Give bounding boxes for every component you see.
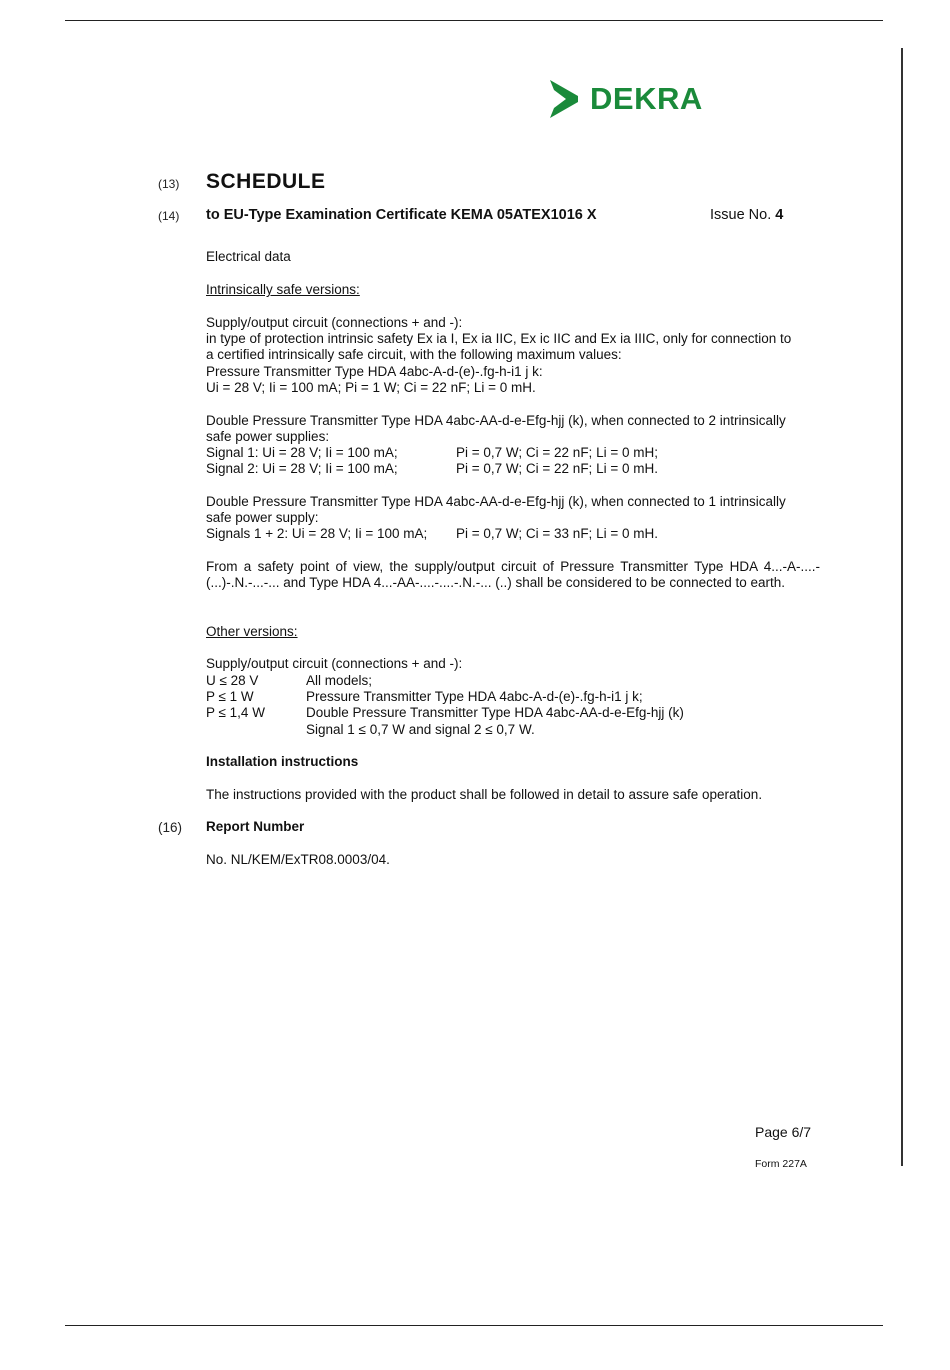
double1-paragraph bbox=[206, 494, 820, 526]
dekra-logo bbox=[548, 78, 703, 120]
installation-heading: Installation instructions bbox=[206, 754, 359, 769]
text-line: a certified intrinsically safe circuit, with the following maximum values: bbox=[206, 347, 622, 363]
issue-label: Issue No. bbox=[710, 207, 772, 223]
signals2-table bbox=[206, 445, 658, 477]
value-row: U ≤ 28 V All models; bbox=[206, 673, 373, 688]
report-heading: Report Number bbox=[206, 819, 305, 834]
section-number-13: (13) bbox=[158, 177, 180, 191]
double2-paragraph bbox=[206, 413, 820, 445]
text-line: in type of protection intrinsic safety Ex ia I, Ex ia IIC, Ex ic IIC and Ex ia IIIC, only for connection to bbox=[206, 331, 792, 347]
signals1-row: Signals 1 + 2: Ui = 28 V; Ii = 100 mA; Pi = 0,7 W; Ci = 33 nF; Li = 0 mH. bbox=[206, 526, 658, 541]
text-line: Supply/output circuit (connections + and -): bbox=[206, 315, 463, 330]
earth-paragraph: From a safety point of view, the supply/output circuit of Pressure Transmitter Type HDA 4...-A-....-(...)-.N.-...-... and Type HDA 4...-AA-....-....-.N.-... (..) shall be considered to be connected to earth. bbox=[206, 559, 820, 591]
value-row: P ≤ 1 W Pressure Transmitter Type HDA 4abc-A-d-(e)-.fg-h-i1 j k; bbox=[206, 689, 643, 705]
installation-text: The instructions provided with the product shall be followed in detail to assure safe operation. bbox=[206, 787, 763, 802]
text-line: Ui = 28 V; Ii = 100 mA; Pi = 1 W; Ci = 22 nF; Li = 0 mH. bbox=[206, 379, 536, 395]
signal-row: Signal 1: Ui = 28 V; Ii = 100 mA; Pi = 0,7 W; Ci = 22 nF; Li = 0 mH; bbox=[206, 445, 658, 460]
page-title: SCHEDULE bbox=[206, 170, 326, 193]
bottom-rule bbox=[65, 1325, 883, 1326]
issue-number bbox=[710, 207, 783, 223]
issue-value: 4 bbox=[775, 207, 784, 223]
value-row: Signal 1 ≤ 0,7 W and signal 2 ≤ 0,7 W. bbox=[306, 721, 535, 737]
text-line: Double Pressure Transmitter Type HDA 4abc-AA-d-e-Efg-hjj (k), when connected to 1 intrinsically bbox=[206, 494, 786, 509]
text-line: safe power supply: bbox=[206, 510, 319, 526]
other-values-table bbox=[206, 673, 684, 738]
text-line: safe power supplies: bbox=[206, 429, 330, 445]
text-line: Pressure Transmitter Type HDA 4abc-A-d-(e)-.fg-h-i1 j k: bbox=[206, 363, 543, 379]
form-number: Form 227A bbox=[755, 1158, 807, 1170]
supply-paragraph bbox=[206, 315, 820, 396]
right-margin-bar bbox=[901, 48, 903, 1166]
text-line: Double Pressure Transmitter Type HDA 4abc-AA-d-e-Efg-hjj (k), when connected to 2 intrinsically bbox=[206, 413, 786, 428]
report-number: No. NL/KEM/ExTR08.0003/04. bbox=[206, 852, 390, 867]
logo-text: DEKRA bbox=[590, 81, 703, 116]
section-number-14: (14) bbox=[158, 209, 180, 223]
other-supply: Supply/output circuit (connections + and -): bbox=[206, 656, 463, 671]
section-number-16: (16) bbox=[158, 820, 183, 835]
other-heading: Other versions: bbox=[206, 624, 298, 639]
value-row: P ≤ 1,4 W Double Pressure Transmitter Type HDA 4abc-AA-d-e-Efg-hjj (k) bbox=[206, 705, 684, 721]
electrical-heading: Electrical data bbox=[206, 249, 291, 264]
dekra-arrow-icon bbox=[548, 78, 582, 120]
page-number: Page 6/7 bbox=[755, 1124, 812, 1140]
signal-row: Signal 2: Ui = 28 V; Ii = 100 mA; Pi = 0,7 W; Ci = 22 nF; Li = 0 mH. bbox=[206, 461, 658, 477]
top-rule bbox=[65, 20, 883, 21]
certificate-subtitle: to EU-Type Examination Certificate KEMA 05ATEX1016 X bbox=[206, 207, 597, 223]
intrinsic-heading: Intrinsically safe versions: bbox=[206, 282, 360, 297]
